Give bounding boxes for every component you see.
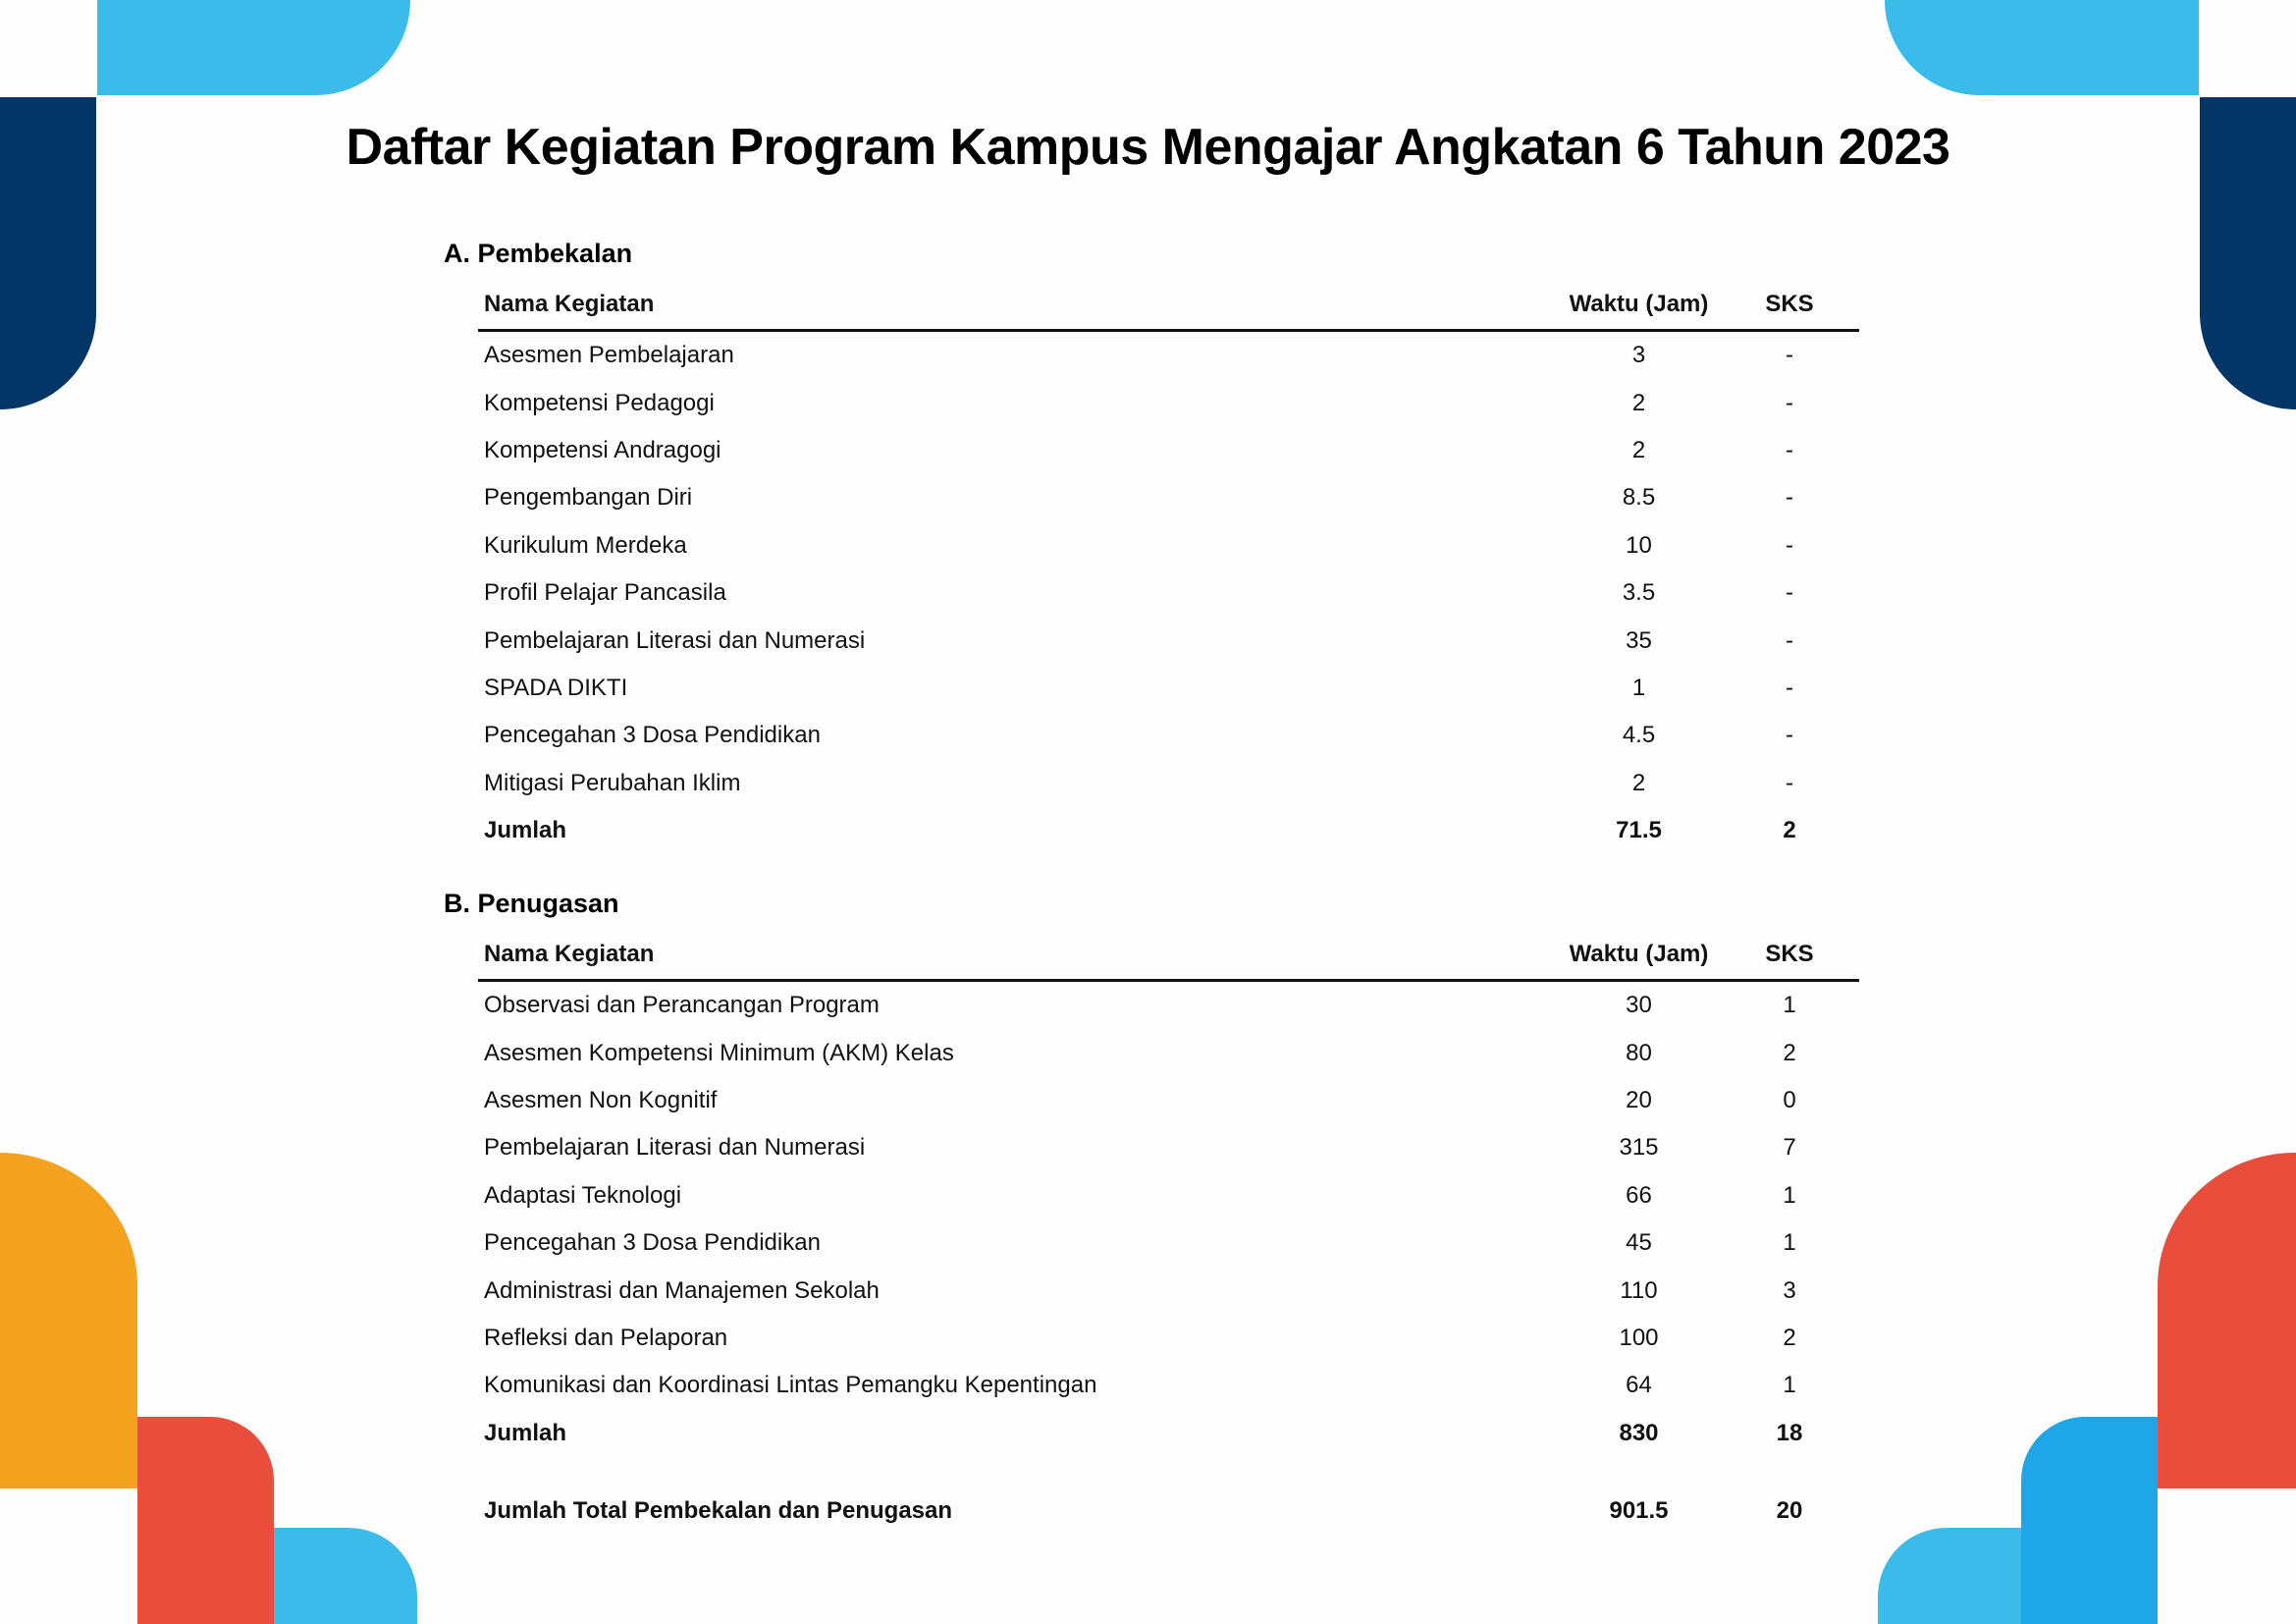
cell-time: 3 (1631, 342, 1646, 369)
cell-name: Asesmen Non Kognitif (484, 1086, 718, 1113)
cell-time: 2 (1631, 389, 1646, 416)
total-time: 830 (1619, 1419, 1659, 1446)
decor-bottom-right-red (2158, 1153, 2296, 1489)
cell-sks: - (1786, 579, 1793, 607)
column-header-sks: SKS (1765, 941, 1814, 967)
cell-time: 8.5 (1622, 484, 1656, 512)
cell-name: Observasi dan Perancangan Program (484, 992, 880, 1019)
grand-total-row (478, 1488, 1859, 1535)
decor-bottom-left-red (137, 1417, 274, 1624)
cell-sks: 1 (1783, 1181, 1796, 1209)
cell-name: Pembelajaran Literasi dan Numerasi (484, 1134, 866, 1162)
cell-time: 2 (1631, 436, 1646, 463)
cell-sks: - (1786, 722, 1793, 749)
cell-name: SPADA DIKTI (484, 674, 628, 701)
cell-time: 2 (1631, 769, 1646, 796)
table-row (478, 1029, 1859, 1076)
table-row (478, 982, 1859, 1029)
table-total-row (478, 1410, 1859, 1457)
cell-name: Refleksi dan Pelaporan (484, 1324, 728, 1351)
table-row (478, 1219, 1859, 1267)
cell-time: 35 (1626, 626, 1652, 654)
cell-time: 100 (1619, 1324, 1659, 1351)
grand-total-time: 901.5 (1609, 1497, 1669, 1525)
cell-time: 3.5 (1622, 579, 1656, 607)
table-row (478, 1172, 1859, 1219)
cell-time: 1 (1631, 674, 1646, 701)
cell-name: Administrasi dan Manajemen Sekolah (484, 1276, 880, 1304)
total-label: Jumlah (484, 817, 567, 844)
table-row (478, 1077, 1859, 1124)
decor-bottom-left-orange (0, 1153, 137, 1489)
cell-sks: - (1786, 436, 1793, 463)
cell-name: Asesmen Pembelajaran (484, 342, 734, 369)
cell-sks: - (1786, 769, 1793, 796)
table-row (478, 427, 1859, 474)
cell-sks: - (1786, 484, 1793, 512)
cell-name: Pencegahan 3 Dosa Pendidikan (484, 722, 821, 749)
decor-top-right-light-blue (1885, 0, 2199, 95)
cell-sks: - (1786, 674, 1793, 701)
cell-name: Adaptasi Teknologi (484, 1181, 682, 1209)
cell-name: Pengembangan Diri (484, 484, 693, 512)
cell-name: Pencegahan 3 Dosa Pendidikan (484, 1229, 821, 1257)
cell-sks: - (1786, 626, 1793, 654)
cell-sks: 2 (1783, 1324, 1796, 1351)
cell-sks: 3 (1783, 1276, 1796, 1304)
table-header (478, 280, 1859, 332)
table-row (478, 1362, 1859, 1409)
cell-time: 45 (1626, 1229, 1652, 1257)
spacer (478, 1457, 1859, 1488)
cell-sks: - (1786, 531, 1793, 559)
table-row (478, 1267, 1859, 1314)
column-header-time: Waktu (Jam) (1569, 941, 1709, 967)
decor-bottom-right-blue (2021, 1417, 2158, 1624)
cell-sks: 1 (1783, 1372, 1796, 1399)
decor-bottom-left-light-blue (274, 1528, 417, 1624)
cell-time: 4.5 (1622, 722, 1656, 749)
cell-time: 110 (1620, 1276, 1658, 1304)
table-header (478, 930, 1859, 982)
cell-time: 66 (1626, 1181, 1652, 1209)
cell-name: Mitigasi Perubahan Iklim (484, 769, 741, 796)
cell-time: 64 (1626, 1372, 1652, 1399)
column-header-time: Waktu (Jam) (1569, 291, 1709, 317)
cell-time: 10 (1626, 531, 1652, 559)
decor-bottom-right-light-blue (1878, 1528, 2021, 1624)
table-total-row (478, 807, 1859, 854)
grand-total-sks: 20 (1776, 1497, 1803, 1525)
cell-sks: - (1786, 389, 1793, 416)
table-row (478, 1124, 1859, 1171)
total-sks: 2 (1783, 817, 1796, 844)
cell-sks: 2 (1783, 1039, 1796, 1066)
cell-sks: 0 (1783, 1086, 1796, 1113)
table-pembekalan (478, 280, 1859, 854)
total-time: 71.5 (1616, 817, 1662, 844)
table-row (478, 379, 1859, 426)
section-heading-pembekalan: A. Pembekalan (444, 239, 633, 268)
table-row (478, 522, 1859, 569)
column-header-sks: SKS (1765, 291, 1814, 317)
cell-sks: 7 (1783, 1134, 1796, 1162)
cell-name: Profil Pelajar Pancasila (484, 579, 726, 607)
cell-name: Pembelajaran Literasi dan Numerasi (484, 626, 866, 654)
table-row (478, 617, 1859, 664)
grand-total-label: Jumlah Total Pembekalan dan Penugasan (484, 1497, 953, 1525)
cell-name: Kurikulum Merdeka (484, 531, 687, 559)
table-row (478, 332, 1859, 379)
cell-time: 315 (1619, 1134, 1659, 1162)
column-header-name: Nama Kegiatan (484, 291, 655, 317)
table-row (478, 665, 1859, 712)
cell-sks: - (1786, 342, 1793, 369)
total-sks: 18 (1776, 1419, 1803, 1446)
cell-sks: 1 (1783, 1229, 1796, 1257)
cell-name: Kompetensi Pedagogi (484, 389, 715, 416)
table-row (478, 569, 1859, 617)
cell-time: 30 (1626, 992, 1652, 1019)
cell-sks: 1 (1783, 992, 1796, 1019)
cell-time: 80 (1626, 1039, 1652, 1066)
cell-time: 20 (1626, 1086, 1652, 1113)
decor-top-left-light-blue (97, 0, 410, 95)
section-heading-penugasan: B. Penugasan (444, 889, 619, 918)
cell-name: Komunikasi dan Koordinasi Lintas Pemangku Kepentingan (484, 1372, 1097, 1399)
cell-name: Asesmen Kompetensi Minimum (AKM) Kelas (484, 1039, 954, 1066)
table-row (478, 760, 1859, 807)
total-label: Jumlah (484, 1419, 567, 1446)
column-header-name: Nama Kegiatan (484, 941, 655, 967)
page-title: Daftar Kegiatan Program Kampus Mengajar Angkatan 6 Tahun 2023 (346, 119, 1950, 176)
table-row (478, 1315, 1859, 1362)
cell-name: Kompetensi Andragogi (484, 436, 721, 463)
table-row (478, 712, 1859, 759)
table-penugasan (478, 930, 1859, 1535)
table-row (478, 474, 1859, 521)
